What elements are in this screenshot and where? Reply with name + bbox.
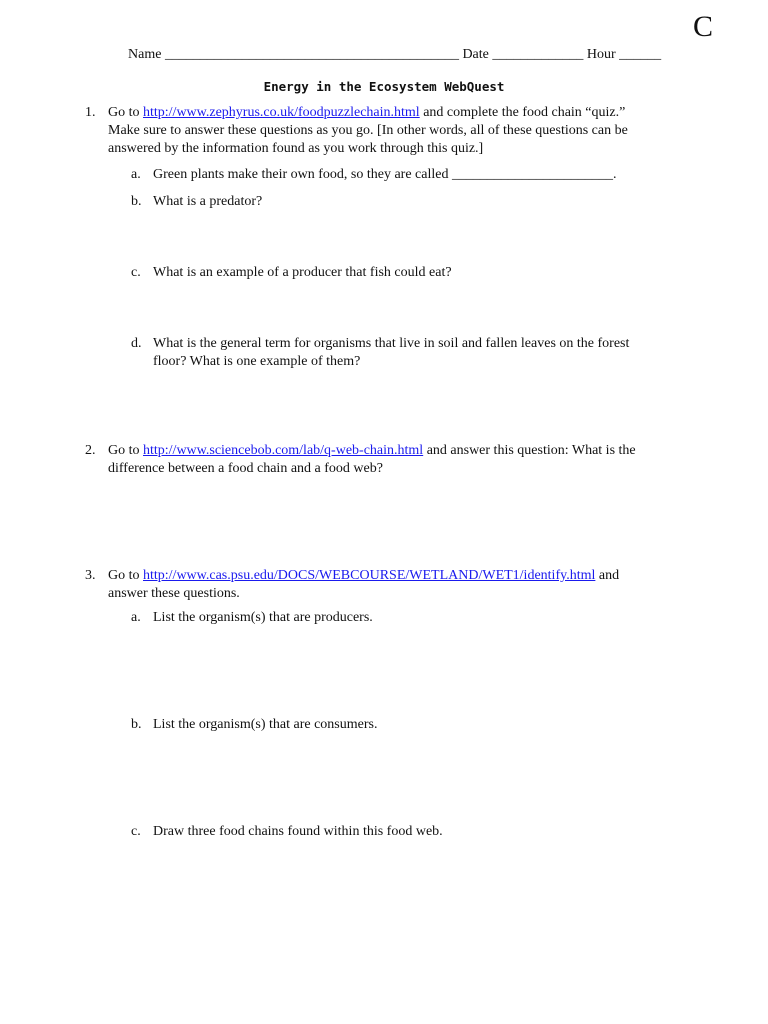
q1-link[interactable]: http://www.zephyrus.co.uk/foodpuzzlechain.html	[143, 105, 420, 120]
q2-link[interactable]: http://www.sciencebob.com/lab/q-web-chain.html	[143, 443, 424, 458]
q3-after-url: and	[598, 568, 620, 583]
date-label: Date	[462, 47, 489, 62]
q1c-text: What is an example of a producer that fish could eat?	[153, 265, 452, 280]
q3b-letter: b.	[131, 717, 142, 732]
corner-letter: C	[693, 10, 714, 43]
q1b-letter: b.	[131, 194, 142, 209]
q3-go-to: Go to	[108, 568, 140, 583]
q3b-text: List the organism(s) that are consumers.	[153, 717, 378, 732]
q1d-line2: floor? What is one example of them?	[153, 354, 361, 369]
q3-line2: answer these questions.	[108, 586, 240, 601]
q1c-letter: c.	[131, 265, 141, 280]
q3c-text: Draw three food chains found within this food web.	[153, 824, 443, 839]
hour-label: Hour	[586, 47, 616, 62]
date-blank: _____________	[492, 47, 584, 62]
q3c-letter: c.	[131, 824, 141, 839]
q1-line1	[108, 104, 625, 122]
q1-number: 1.	[85, 105, 96, 120]
q2-go-to: Go to	[108, 443, 140, 458]
page-title: Energy in the Ecosystem WebQuest	[263, 79, 505, 94]
name-label: Name	[128, 47, 162, 62]
q3-number: 3.	[85, 568, 96, 583]
q2-line1	[108, 442, 636, 460]
q1d-line1: What is the general term for organisms that live in soil and fallen leaves on the forest	[153, 336, 630, 351]
q2-after-url: and answer this question: What is the	[426, 443, 636, 458]
q1-go-to: Go to	[108, 105, 140, 120]
q1a-text: Green plants make their own food, so they are called _______________________.	[153, 167, 617, 182]
name-blank: __________________________________________	[164, 47, 459, 62]
q1-line3: answered by the information found as you work through this quiz.]	[108, 141, 484, 156]
q1a-letter: a.	[131, 167, 141, 182]
q1-line2: Make sure to answer these questions as you go. [In other words, all of these questions can be	[108, 123, 628, 138]
q1d-letter: d.	[131, 336, 142, 351]
q2-number: 2.	[85, 443, 96, 458]
q3-line1	[108, 567, 619, 585]
q1-after-url: and complete the food chain “quiz.”	[423, 105, 626, 120]
header-line	[128, 46, 661, 64]
q3-link[interactable]: http://www.cas.psu.edu/DOCS/WEBCOURSE/WETLAND/WET1/identify.html	[143, 568, 596, 583]
q3a-text: List the organism(s) that are producers.	[153, 610, 373, 625]
q1b-text: What is a predator?	[153, 194, 263, 209]
hour-blank: ______	[619, 47, 662, 62]
q2-line2: difference between a food chain and a food web?	[108, 461, 383, 476]
q3a-letter: a.	[131, 610, 141, 625]
